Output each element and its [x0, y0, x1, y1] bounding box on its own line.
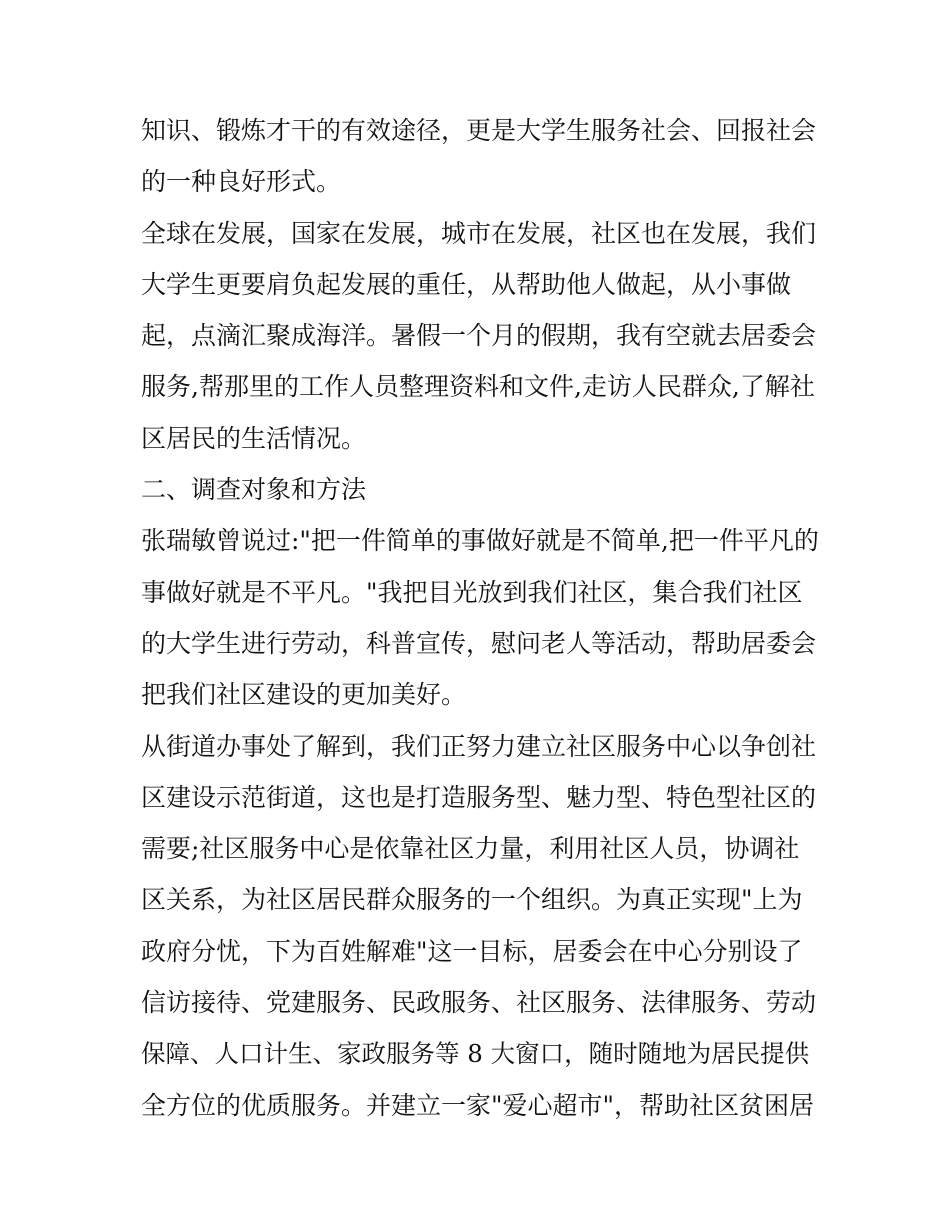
text-line-6: 服务,帮那里的工作人员整理资料和文件,走访人民群众,了解社 — [141, 372, 815, 402]
text-line-19: 保障、人口计生、家政服务等 8 大窗口，随时随地为居民提供 — [141, 1039, 810, 1069]
text-line-3: 全球在发展，国家在发展，城市在发展，社区也在发展，我们 — [141, 218, 817, 248]
text-line-2: 的一种良好形式。 — [141, 167, 342, 197]
text-line-17: 政府分忧，下为百姓解难"这一目标，居委会在中心分别设了 — [141, 936, 803, 966]
text-line-11: 的大学生进行劳动，科普宣传，慰问老人等活动，帮助居委会 — [141, 628, 817, 658]
text-line-20: 全方位的优质服务。并建立一家"爱心超市"，帮助社区贫困居 — [141, 1090, 815, 1120]
section-heading: 二、调查对象和方法 — [141, 475, 367, 505]
text-line-9: 张瑞敏曾说过:"把一件简单的事做好就是不简单,把一件平凡的 — [141, 526, 819, 556]
text-line-12: 把我们社区建设的更加美好。 — [141, 680, 467, 710]
body-text — [141, 105, 821, 1131]
text-line-10: 事做好就是不平凡。"我把目光放到我们社区，集合我们社区 — [141, 577, 803, 607]
text-line-18: 信访接待、党建服务、民政服务、社区服务、法律服务、劳动 — [141, 988, 817, 1018]
text-line-4: 大学生更要肩负起发展的重任，从帮助他人做起，从小事做 — [141, 269, 792, 299]
text-line-15: 需要;社区服务中心是依靠社区力量，利用社区人员，协调社 — [141, 834, 800, 864]
text-line-14: 区建设示范街道，这也是打造服务型、魅力型、特色型社区的 — [141, 782, 817, 812]
text-line-1: 知识、锻炼才干的有效途径，更是大学生服务社会、回报社会 — [141, 116, 817, 145]
text-line-13: 从街道办事处了解到，我们正努力建立社区服务中心以争创社 — [141, 731, 817, 761]
text-line-7: 区居民的生活情况。 — [141, 423, 367, 453]
text-line-5: 起，点滴汇聚成海洋。暑假一个月的假期，我有空就去居委会 — [141, 321, 817, 351]
text-line-16: 区关系，为社区居民群众服务的一个组织。为真正实现"上为 — [141, 885, 803, 915]
